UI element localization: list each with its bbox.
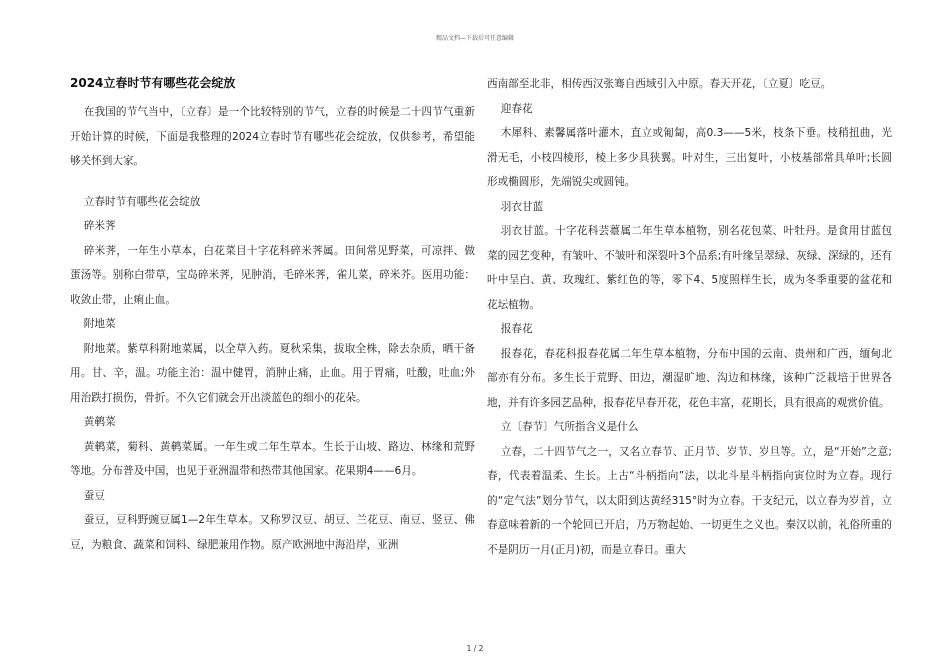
paragraph-huangancai: 黄鹌菜，菊科、黄鹌菜属。一年生或二年生草本。生长于山坡、路边、林缘和荒野等地。分布普及中国，也见于亚洲温带和热带其他国家。花果期4——6月。: [70, 440, 475, 477]
subheading-yuyiganlan: 羽衣甘蓝: [500, 200, 544, 213]
right-column: [487, 72, 892, 562]
subheading-candou: 蚕豆: [83, 489, 105, 502]
subheading-baochunhua: 报春花: [500, 323, 533, 335]
subheading-lichun-meaning: 立〔春节〕气所指含义是什么: [500, 421, 639, 433]
paragraph-lichun-meaning: 立春，二十四节气之一，又名立春节、正月节、岁节、岁旦等。立，是“开始”之意;春，代表着温柔、生长。上古“斗柄指向”法，以北斗星斗柄指向寅位时为立春。现行的“定气法”划分节气，以太阳到达黄经315°时为立春。干支纪元，以立春为岁首，立春意味着新的一个轮回已开启，乃万物起始、一切更生之义也。秦汉以前，礼俗所重的不是阴历一月(正月)初，而是立春日。重大: [487, 445, 892, 556]
paragraph-baochunhua: 报春花，春花科报春花属二年生草本植物，分布中国的云南、贵州和广西，缅甸北部亦有分布。多生长于荒野、田边，潮湿旷地、沟边和林缘，该种广泛栽培于世界各地，并有许多园艺品种，报春花早春开花，花色丰富，花期长，具有很高的观赏价值。: [487, 347, 892, 409]
spacer: [70, 174, 475, 190]
paragraph-candou-continued: 西南部至北非，相传西汉张骞自西域引入中原。春天开花，〔立夏〕吃豆。: [487, 78, 832, 90]
section-heading: 立春时节有哪些花会绽放: [83, 195, 201, 208]
subheading-fudicai: 附地菜: [83, 318, 116, 330]
subheading-yingchunhua: 迎春花: [500, 102, 533, 115]
page-number: 1 / 2: [466, 644, 484, 653]
paragraph-fudicai: 附地菜。紫草科附地菜属，以全草入药。夏秋采集，拔取全株，除去杂质，晒干备用。甘、辛，温。功能主治：温中健胃，消肿止痛，止血。用于胃痛，吐酸，吐血;外用治跌打损伤，骨折。不久它们就会开出淡蓝色的细小的花朵。: [70, 342, 475, 404]
subheading-suimiji: 碎米荠: [83, 220, 116, 232]
paragraph-candou: 蚕豆，豆科野豌豆属1—2年生草本。又称罗汉豆、胡豆、兰花豆、南豆、竖豆、佛豆，为粮食、蔬菜和饲料、绿肥兼用作物。原产欧洲地中海沿岸，亚洲: [70, 514, 475, 551]
paragraph-suimiji: 碎米荠，一年生小草本，白花菜目十字花科碎米荠属。田间常见野菜，可凉拌、做蛋汤等。别称白带草，宝岛碎米荠，见肿消，毛碎米荠，雀儿菜，碎米芥。医用功能：收敛止带，止痢止血。: [70, 244, 475, 306]
paragraph-yingchunhua: 木犀科、素馨属落叶灌木，直立或匍匐，高0.3——5米，枝条下垂。枝稍扭曲，光滑无毛，小枝四棱形，棱上多少具狭翼。叶对生，三出复叶，小枝基部常具单叶;长圆形或椭圆形，先端锐尖或圆钝。: [487, 127, 892, 188]
intro-paragraph: 在我国的节气当中，〔立春〕是一个比较特别的节气，立春的时候是二十四节气重新开始计算的时候，下面是我整理的2024立春时节有哪些花会绽放，仅供参考，希望能够关怀到大家。: [70, 106, 475, 167]
subheading-huangancai: 黄鹌菜: [83, 416, 116, 428]
page-header: 精品文档—下载后可任意编辑: [435, 35, 514, 42]
document-title: 2024立春时节有哪些花会绽放: [70, 76, 236, 90]
paragraph-yuyiganlan: 羽衣甘蓝。十字花科芸薹属二年生草本植物，别名花包菜、叶牡丹。是食用甘蓝包菜的园艺变种，有皱叶、不皱叶和深裂叶3个品系;有叶缘呈翠绿、灰绿、深绿的，还有叶中呈白、黄、玫瑰红、紫红色的等，零下4、5度照样生长，成为冬季重要的盆花和花坛植物。: [487, 225, 892, 311]
left-column: [70, 72, 475, 557]
